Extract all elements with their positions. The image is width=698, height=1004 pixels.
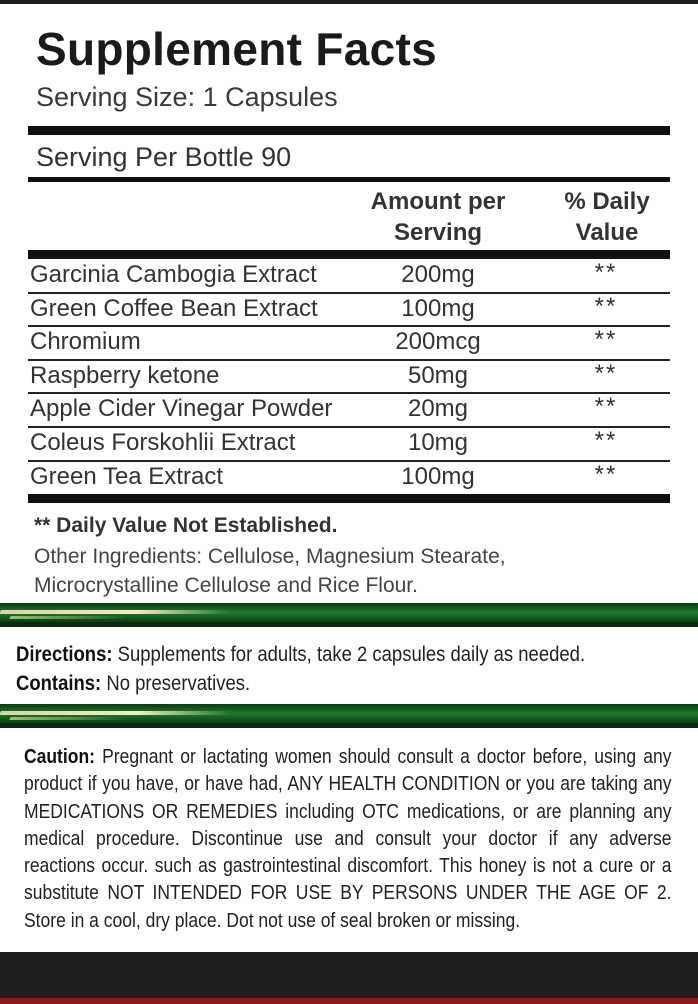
green-decorative-band: [0, 603, 698, 627]
ingredient-row: [28, 259, 670, 292]
divider-medium: [28, 177, 670, 182]
column-header-daily-value: % Daily Value: [564, 188, 650, 246]
ingredient-amount: 100mg: [401, 462, 475, 490]
caution-block: [24, 744, 672, 935]
ingredient-amount: 20mg: [407, 395, 469, 423]
daily-value-note: ** Daily Value Not Established.: [34, 514, 338, 537]
divider-thick: [28, 494, 670, 503]
ingredient-amount: 10mg: [407, 429, 469, 456]
green-decorative-band: [0, 704, 698, 728]
ingredient-daily-value: **: [594, 326, 618, 354]
directions-text: Supplements for adults, take 2 capsules daily as needed.: [112, 643, 586, 666]
caution-label: Caution:: [24, 746, 95, 768]
ingredient-row: [28, 427, 670, 460]
ingredient-amount: 200mg: [401, 261, 475, 288]
ingredient-daily-value: **: [594, 460, 618, 488]
serving-per-bottle: Serving Per Bottle 90: [36, 142, 292, 172]
other-ingredients: Other Ingredients: Cellulose, Magnesium Stearate, Microcrystalline Cellulose and Rice Flour.: [34, 545, 506, 597]
top-border: [0, 0, 698, 4]
ingredient-row: [28, 326, 670, 359]
contains-label: Contains:: [16, 672, 102, 695]
ingredient-amount: 50mg: [407, 361, 469, 389]
contains-text: No preservatives.: [101, 672, 251, 695]
ingredient-name: Green Coffee Bean Extract: [30, 294, 318, 322]
ingredient-daily-value: **: [594, 292, 618, 320]
footer-red-band: [0, 998, 698, 1004]
ingredient-daily-value: **: [594, 427, 618, 454]
ingredient-name: Chromium: [30, 328, 141, 356]
divider-thick: [28, 250, 670, 259]
ingredient-name: Green Tea Extract: [30, 462, 223, 490]
contains-line: [16, 669, 606, 698]
caution-text: Pregnant or lactating women should consult a doctor before, using any product if you have, or have had, ANY HEALTH CONDITION or you are taking any MEDICATIONS OR REMEDIES including OTC medications, or are planning any medical procedure. Discontinue use and consult your doctor if any adverse reactions occur. such as gastrointestinal discomfort. This honey is not a cure or a substitute NOT INTENDED FOR USE BY PERSONS UNDER THE AGE OF 2. Store in a cool, dry place. Dot not use of seal broken or missing.: [24, 746, 672, 932]
ingredient-name: Raspberry ketone: [30, 361, 220, 389]
ingredient-row: [28, 360, 670, 393]
divider-thick: [28, 126, 670, 135]
ingredient-row: [28, 393, 670, 426]
ingredient-amount: 100mg: [401, 294, 475, 322]
ingredient-daily-value: **: [594, 359, 618, 387]
ingredient-daily-value: **: [594, 259, 618, 286]
footer-dark-band: [0, 952, 698, 998]
ingredient-name: Garcinia Cambogia Extract: [30, 261, 317, 288]
ingredient-daily-value: **: [594, 393, 618, 421]
directions-block: [16, 640, 606, 698]
panel-title: Supplement Facts: [36, 23, 437, 75]
ingredient-row: [28, 461, 670, 494]
directions-line: [16, 640, 606, 669]
serving-size: Serving Size: 1 Capsules: [36, 82, 338, 112]
ingredient-amount: 200mcg: [395, 328, 481, 356]
ingredient-row: [28, 293, 670, 326]
ingredient-name: Apple Cider Vinegar Powder: [30, 395, 333, 423]
column-header-amount: Amount per Serving: [370, 188, 506, 246]
directions-label: Directions:: [16, 643, 113, 666]
ingredient-name: Coleus Forskohlii Extract: [30, 429, 296, 456]
